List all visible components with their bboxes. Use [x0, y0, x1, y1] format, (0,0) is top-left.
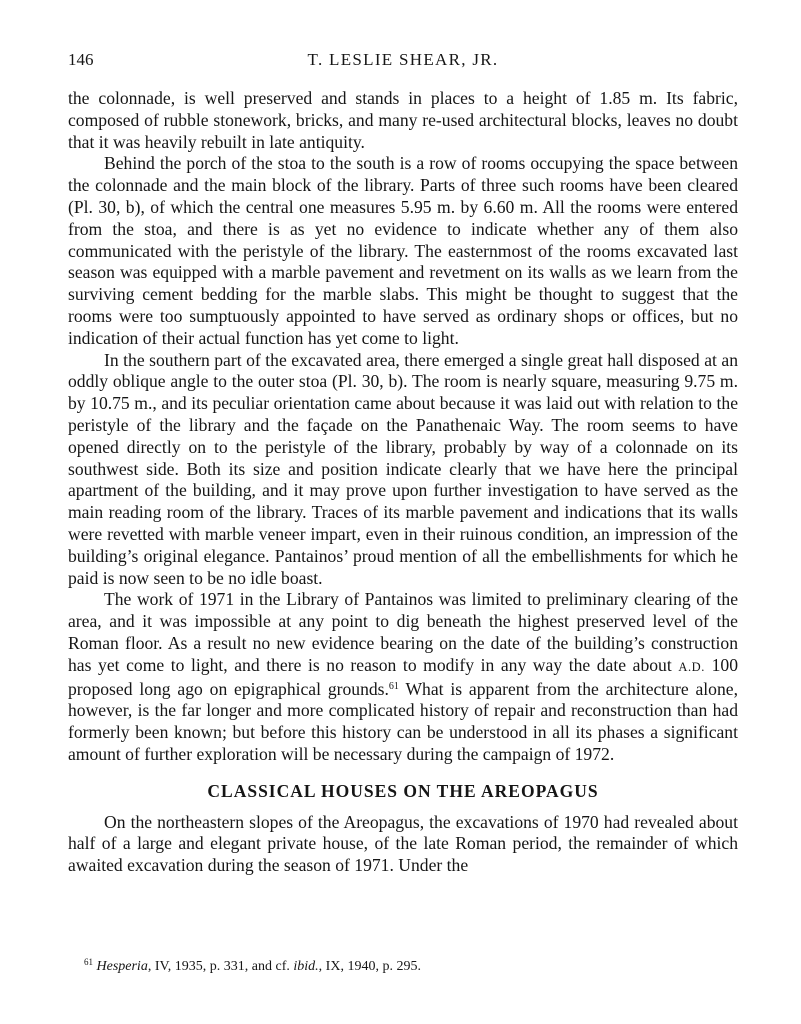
running-head: [68, 50, 738, 74]
footnote-text: , IX, 1940, p. 295.: [318, 959, 421, 974]
paragraph-text: The work of 1971 in the Library of Pantainos was limited to preliminary clearing of the area, and it was impossible at any point to dig beneath the highest preserved level of the Roman floor. As a result no new evidence bearing on the date of the building’s construction has yet come to light, and there is no reason to modify in any way the date about: [68, 589, 738, 675]
page-number: 146: [68, 50, 94, 69]
paragraph: In the southern part of the excavated area, there emerged a single great hall disposed at an oddly oblique angle to the outer stoa (Pl. 30, b). The room is nearly square, measuring 9.75 m. by 10.75 m., and its peculiar orientation came about because it was laid out with relation to the peristyle of the library and the façade on the Panathenaic Way. The room seems to have opened directly on to the peristyle of the library, probably by way of a colonnade on its southwest side. Both its size and position indicate clearly that we have here the principal apartment of the building, and it may prove upon further investigation to have served as the main reading room of the library. Traces of its marble pavement and indications that its walls were revetted with marble veneer impart, even in their ruinous condition, an impression of the building’s original elegance. Pantainos’ proud mention of all the embellishments for which he paid is now seen to be no idle boast.: [68, 349, 738, 588]
section-heading: CLASSICAL HOUSES ON THE AREOPAGUS: [207, 780, 599, 801]
footnote-text: , IV, 1935, p. 331, and cf.: [147, 959, 290, 974]
running-title: T. LESLIE SHEAR, JR.: [307, 50, 499, 69]
footnote-ibid: ibid.: [293, 959, 319, 974]
footnote-reference[interactable]: 61: [388, 680, 399, 692]
footnote-number: 61: [84, 957, 93, 967]
paragraph: the colonnade, is well preserved and stands in places to a height of 1.85 m. Its fabric, composed of rubble stonework, bricks, and many re-used architectural blocks, leaves no doubt that it was heavily rebuilt in late antiquity.: [68, 88, 738, 152]
paragraph-text: What is apparent from the architecture alone, however, is the far longer and more complicated history of repair and reconstruction than had formerly been known; but before this history can be understood in all its phases a significant amount of further exploration will be necessary during the campaign of 1972.: [68, 678, 738, 764]
paragraph: Behind the porch of the stoa to the south is a row of rooms occupying the space between the colonnade and the main block of the library. Parts of three such rooms have been cleared (Pl. 30, b), of which the central one measures 5.95 m. by 6.60 m. All the rooms were entered from the stoa, and there is as yet no evidence to indicate whether any of them also communicated with the peristyle of the library. The easternmost of the rooms excavated last season was equipped with a marble pavement and revetment on its walls as we learn from the surviving cement bedding for the marble slabs. This might be thought to suggest that the rooms were too sumptuously appointed to have served as ordinary shops or offices, but no indication of their actual function has yet come to light.: [68, 153, 738, 348]
footnote-journal: Hesperia: [96, 959, 148, 974]
body-text: [68, 88, 738, 877]
paragraph: On the northeastern slopes of the Areopagus, the excavations of 1970 had revealed about half of a large and elegant private house, of the late Roman period, the remainder of which awaited excavation during the season of 1971. Under the: [68, 811, 738, 876]
era-abbreviation: A.D.: [678, 659, 706, 674]
paragraph: [68, 589, 738, 765]
footnote: [68, 958, 738, 976]
paragraph-text: 100 proposed long ago on epigraphical grounds.: [68, 654, 738, 699]
